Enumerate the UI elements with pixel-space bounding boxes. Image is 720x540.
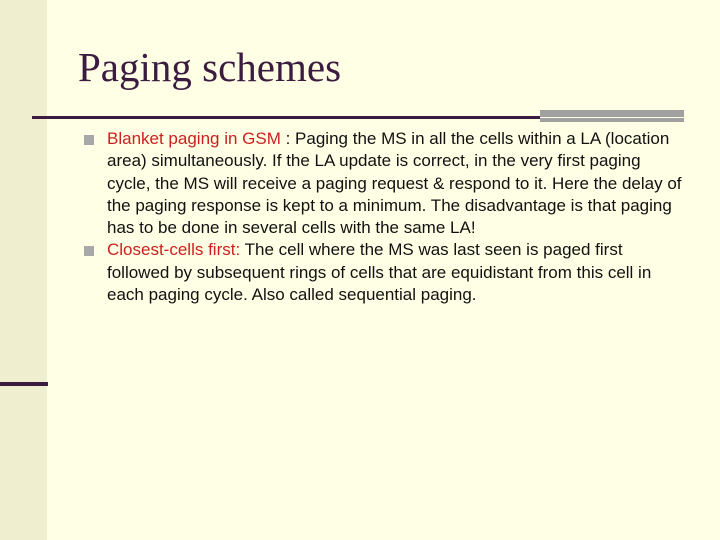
- title-underline-gray-segment: [540, 110, 684, 122]
- square-bullet-icon: [84, 246, 94, 256]
- square-bullet-icon: [84, 135, 94, 145]
- bullet-item-blanket-paging: [84, 128, 684, 239]
- bullet-text: The cell where the MS was last seen is paged first followed by subsequent rings of cells that are equidistant from this cell in each paging cycle. Also called sequential paging.: [107, 240, 652, 305]
- bullet-list: [84, 128, 684, 306]
- title-underline: [32, 116, 540, 119]
- bullet-item-closest-cells: [84, 239, 684, 306]
- bullet-term: Blanket paging in GSM: [107, 129, 281, 148]
- slide-title: Paging schemes: [78, 44, 342, 90]
- bullet-text: : Paging the MS in all the cells within a LA (location area) simultaneously. If the LA update is correct, in the very first paging cycle, the MS will receive a paging request & respond to it. Here the delay of the paging response is kept to a minimum. The disadvantage is that paging has to be done in several cells with the same LA!: [107, 129, 682, 238]
- left-accent-rule: [0, 382, 48, 386]
- left-band: [0, 0, 47, 540]
- bullet-term: Closest-cells first:: [107, 240, 241, 260]
